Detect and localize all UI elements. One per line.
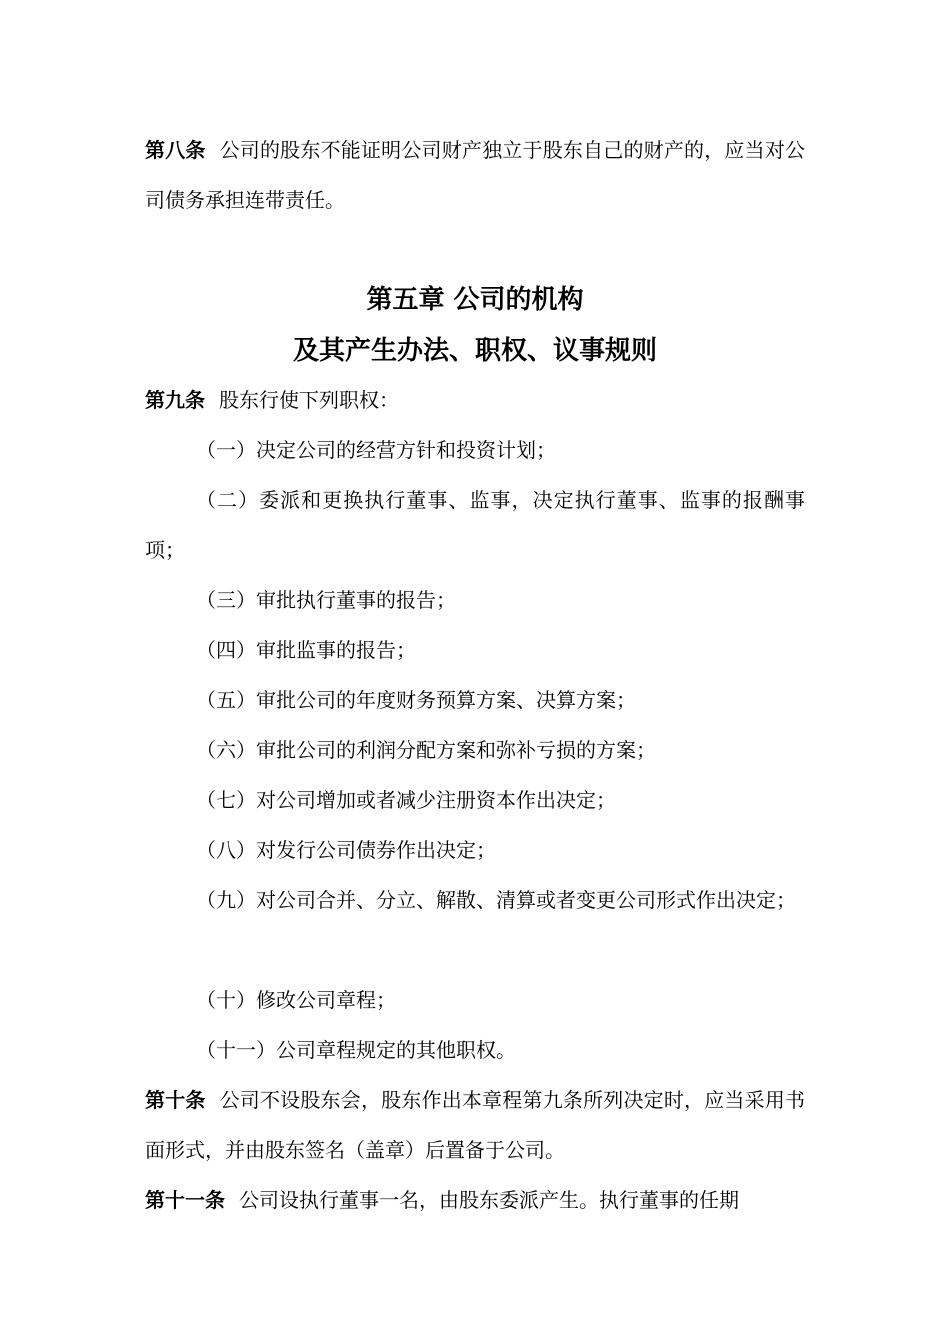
article-9-item-2: （二）委派和更换执行董事、监事，决定执行董事、监事的报酬事项； bbox=[145, 488, 805, 562]
article-11-text: 公司设执行董事一名，由股东委派产生。执行董事的任期 bbox=[239, 1188, 739, 1212]
article-9-item-4: （四）审批监事的报告； bbox=[196, 638, 416, 662]
article-9-text: 股东行使下列职权： bbox=[219, 388, 399, 412]
article-9-item-5: （五）审批公司的年度财务预算方案、决算方案； bbox=[196, 688, 636, 712]
article-8-label: 第八条 bbox=[145, 138, 206, 162]
article-8-text: 公司的股东不能证明公司财产独立于股东自己的财产的，应当对公司债务承担连带责任。 bbox=[145, 138, 806, 212]
article-9-item-6: （六）审批公司的利润分配方案和弥补亏损的方案； bbox=[196, 738, 656, 762]
article-9-item-8: （八）对发行公司债券作出决定； bbox=[196, 838, 496, 862]
article-9-item-9: （九）对公司合并、分立、解散、清算或者变更公司形式作出决定； bbox=[196, 888, 796, 912]
article-10-label: 第十条 bbox=[145, 1088, 206, 1112]
article-11-label: 第十一条 bbox=[145, 1188, 225, 1212]
article-9-item-11: （十一）公司章程规定的其他职权。 bbox=[196, 1038, 516, 1062]
article-9-label: 第九条 bbox=[145, 388, 205, 412]
chapter-title: 第五章 公司的机构 bbox=[366, 285, 584, 315]
article-8 bbox=[145, 125, 805, 225]
article-10 bbox=[145, 1075, 805, 1175]
article-9-item-7: （七）对公司增加或者减少注册资本作出决定； bbox=[196, 788, 616, 812]
chapter-subtitle: 及其产生办法、职权、议事规则 bbox=[292, 336, 657, 366]
article-9-item-10: （十）修改公司章程； bbox=[196, 988, 396, 1012]
article-9-item-1: （一）决定公司的经营方针和投资计划； bbox=[196, 438, 556, 462]
article-11 bbox=[145, 1175, 805, 1225]
article-9 bbox=[145, 375, 805, 425]
article-10-text: 公司不设股东会，股东作出本章程第九条所列决定时，应当采用书面形式，并由股东签名（盖章）后置备于公司。 bbox=[145, 1088, 806, 1162]
article-9-item-3: （三）审批执行董事的报告； bbox=[196, 588, 456, 612]
